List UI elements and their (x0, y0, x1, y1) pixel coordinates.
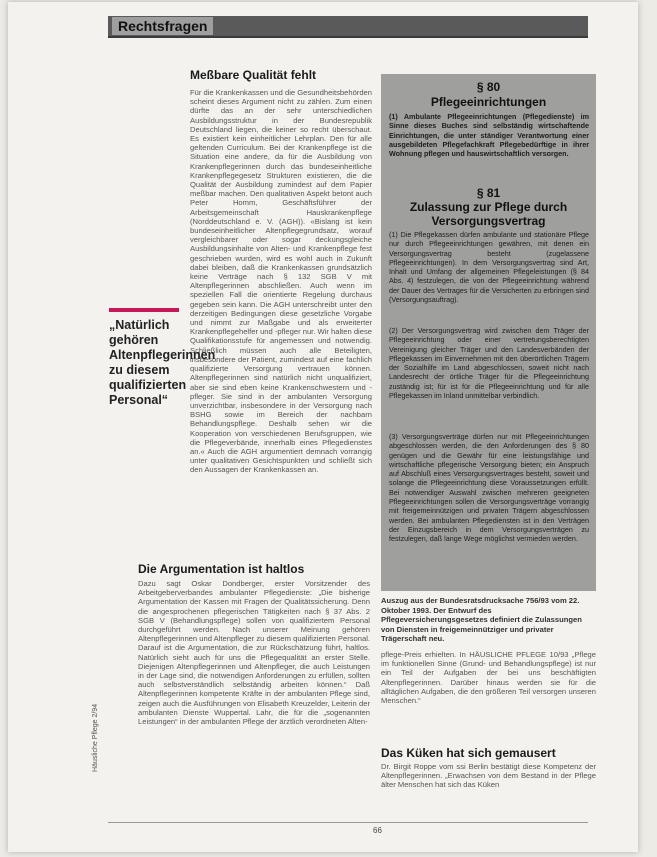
pull-quote: „Natürlich gehören Altenpflegerinnen zu diesem qualifizierten Personal“ (109, 318, 216, 407)
law-excerpt-caption: Auszug aus der Bundesratsdrucksache 756/93 vom 22. Oktober 1993. Der Entwurf des Pflegeversicherungsgesetzes definiert die Zulassungen von Diensten in freigemeinnütziger und privater Trägerschaft neu. (381, 596, 582, 643)
section3-title: Das Küken hat sich gemausert (381, 746, 556, 760)
section1-title: Meßbare Qualität fehlt (190, 68, 317, 82)
section1-body: Für die Krankenkassen und die Gesundheitsbehörden scheint dieses Argument nicht zu zählen. Zum einen dürfte das an der sehr unterschiedlichen Ausbildungsstruktur in der Bundesrepublik Deutschland liegen, die keiner so recht überschaut. Es existiert kein einheitlicher Lehrplan. Den für alle geltenden Curriculum. Bei der Krankenpflege ist die Situation eine andere, da für die Ausbildung von Krankenpflegerinnen durch das bundeseinheitliche Krankenpflegegesetz Strukturen existieren, die die Qualität der Ausbildung zumindest auf dem Papier meßbar machen. Den qualitativen Aspekt betont auch Peter Homm, Geschäftsführer der Arbeitsgemeinschaft Hauskrankenpflege (Norddeutschland e. V. (AGH)). «Bislang ist kein bundeseinheitlicher Altenpflegegrundsatz, worauf vergleichbarer oder sogar deckungsgleiche Ausbildungsinhalte von Alten- und Krankenpflege fest geschrieben wurden, wird es wohl auch in Zukunft dabei bleiben, daß die Krankenkassen grundsätzlich keine Verträge nach § 132 SGB V mit Altenpflegerinnen abschließen. Auch wenn im speziellen Fall die orientierte Regelung durchaus gegeben sein kann. Die AGH unterschreibt unter den derzeitigen Bedingungen diese gesetzliche Vorgabe und nimmt zur Maßgabe und als erweiterter Krankenpflegehelfer und -pfleger nur. Wir halten diese Qualifikationsstufe für angemessen und notwendig. Schließlich müssen auch alle Beteiligten, insbesondere der Patient, zumindest auf eine fachlich qualifizierte Versorgung vertrauen können. Altenpflegerinnen sind natürlich nicht unqualifiziert, aber sie sind eben keine Krankenschwestern und -pfleger. Sie sind in der ambulanten Versorgung unverzichtbar, insbesondere in der Versorgung nach BSHG sowie im Bereich der nachbarn Behandlungspflege. Deshalb sehen wir die Kooperation von verschiedenen Berufsgruppen, wie die Pflegeverbände, innerhalb eines Pflegedienstes an.« Auch die AGH argumentiert demnach vorrangig unter qualitativen Gesichtspunkten und schließt sich den Aussagen der Krankenkassen an. (190, 88, 372, 475)
section3-body: Dr. Birgit Roppe vom ssi Berlin bestätigt diese Kompetenz der Altenpflegerinnen. „Erwachsen von dem Bestand in der Pflege älter Menschen hat sich das Küken (381, 762, 596, 790)
section81-number: § 81 (476, 186, 501, 200)
pull-quote-accent-rule (109, 308, 179, 312)
magazine-page (8, 2, 638, 852)
section81-paragraph-3: (3) Versorgungsverträge dürfen nur mit Pflegeeinrichtungen abgeschlossen werden, die den Anforderungen des § 80 genügen und die Gewähr für eine leistungsfähige und wirtschaftliche pflegerische Versorgung bieten; ein Anspruch auf Abschluß eines Versorgungsvertrages besteht, soweit und solange die Pflegeeinrichtung diese Voraussetzungen erfüllt. Bei notwendiger Auswahl zwischen mehreren geeigneten Pflegeeinrichtungen sollen die Versorgungsverträge vorrangig mit freigemeinnützigen und privaten Trägern abgeschlossen werden. Bei ambulanten Pflegediensten ist in den Verträgen der Einzugsbereich in dem Versorgungsverträgen zu festzulegen, daß lange Wege möglichst vermieden werden. (389, 432, 589, 544)
section-header-title: Rechtsfragen (112, 17, 213, 35)
page-number: 66 (373, 826, 382, 835)
section2-body: Dazu sagt Oskar Dondberger, erster Vorsitzender des Arbeitgeberverbandes ambulanter Pflegedienste: „Die bisherige Argumentation der Kassen mit Fragen der Qualitätssicherung. Denn die angesprochenen pflegerischen Tätigkeiten nach § 37 Abs. 2 SGB V (Behandlungspflege) sollen von qualifiziertem Personal durchgeführt werden. Nach unserer Meinung gehören Altenpflegerinnen und Altenpfleger zu diesem qualifizierten Personal. Darauf ist die Argumentation, die zur Rückschätzung führt, haltlos. Natürlich sieht auch für uns die Pflegequalität an erster Stelle. Diejenigen Altenpflegerinnen und Altenpfleger, die auch Leistungen in der Lage sind, die notwendigen Anforderungen zu erfüllen, sollten auch selbstverständlich selbständig arbeiten können.“ Daß Altenpflegerinnen kompetente Kräfte in der ambulanten Pflege sind, zeigen auch die Ausführungen von Elisabeth Kreuzelder, Leiterin der ambulanten Dienste Wuppertal. Lahr, die für die „sogenannten Leistungen“ in der ambulanten Pflege der ärztlich verordneten Alten- (138, 579, 370, 727)
section81-paragraph-1: (1) Die Pflegekassen dürfen ambulante und stationäre Pflege nur durch Pflegeeinrichtungen gewähren, mit denen ein Versorgungsvertrag besteht (zugelassene Pflegeeinrichtungen). In dem Versorgungsvertrag sind Art, Inhalt und Umfang der allgemeinen Pflegeleistungen (§ 84 Abs. 4) festzulegen, die von der Pflegeeinrichtung während der Dauer des Vertrages für die Versicherten zu erbringen sind (Versorgungsauftrag). (389, 230, 589, 305)
section2-title: Die Argumentation ist haltlos (138, 562, 305, 576)
section80-number: § 80 (476, 80, 501, 94)
law-excerpt-box (381, 74, 596, 591)
section81-paragraph-2: (2) Der Versorgungsvertrag wird zwischen dem Träger der Pflegeeinrichtung oder einer vertretungsberechtigten Vereinigung gleicher Träger und den Landesverbänden der Pflegekassen im Einvernehmen mit den überörtlichen Trägern der Sozialhilfe im Land abgeschlossen, soweit nicht nach Landesrecht der örtliche Träger für die Pflegeeinrichtung zuständig ist; für ist für die Pflegeeinrichtung und für alle Pflegekassen im Inland unmittelbar verbindlich. (389, 326, 589, 401)
vertical-credit: Häusliche Pflege 2/94 (92, 703, 99, 772)
section3-lead-text: pflege-Preis erhielten. In HÄUSLICHE PFLEGE 10/93 „Pflege im funktionellen Sinne (Grund- und Behandlungspflege) ist nur ein Teil der Aufgaben der bei uns beschäftigten Altenpflegerinnen. Darüber hinaus werden sie für die alltäglichen Aufgaben, die den größeren Teil versorgen unseren Menschen.“ (381, 650, 596, 706)
section80-title: Pflegeeinrichtungen (430, 95, 547, 109)
section80-text: (1) Ambulante Pflegeeinrichtungen (Pflegedienste) im Sinne dieses Buches sind selbständig wirtschaftende Einrichtungen, die unter ständiger Verantwortung einer ausgebildeten Pflegefachkraft Pflegebedürftige in ihrer Wohnung pflegen und hauswirtschaftlich versorgen. (389, 112, 589, 159)
page-footer-rule (108, 822, 588, 823)
header-rule (108, 36, 588, 38)
section81-title: Zulassung zur Pflege durch Versorgungsvertrag (409, 200, 568, 228)
